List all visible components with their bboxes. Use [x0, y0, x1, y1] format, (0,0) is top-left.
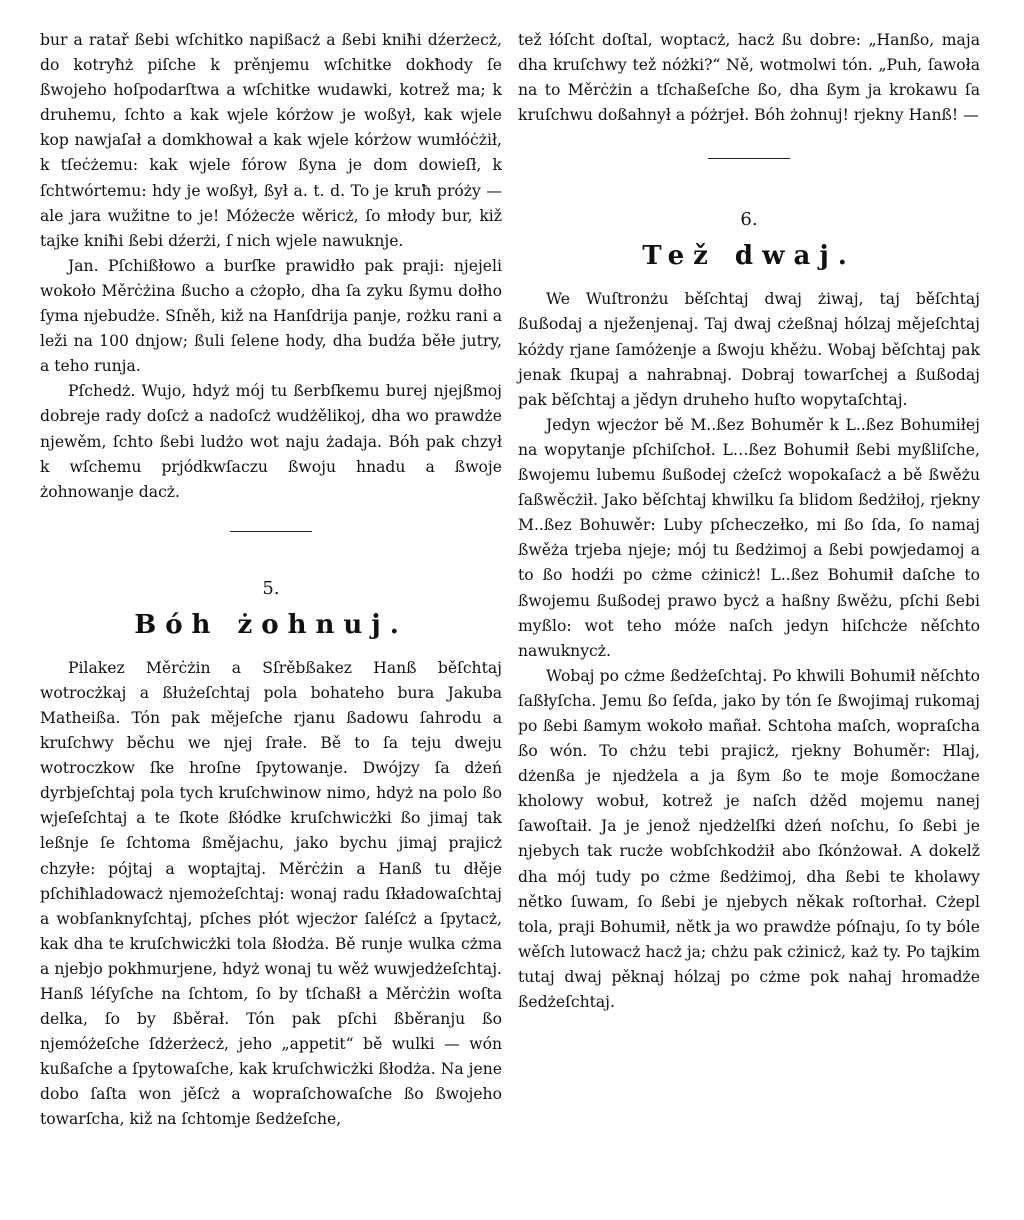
- paragraph-january: Jan. Pſchißłowo a burſke prawidło pak praji: njejeli wokoło Měrċżina ßucho a cżopło, dha ſa zyku ßymu dołho ſyma njebudże. Sſněh, kiž na Hanſdrija panje, rożku rani a leži na 100 dnjow; ßuli ſelene hody, dha budźa běłe jutry, a teho runja.: [40, 256, 502, 376]
- section-title: Tež dwaj.: [642, 241, 856, 272]
- section-number: 5.: [262, 577, 280, 599]
- right-column: [518, 28, 980, 1015]
- story-paragraph: Wobaj po cżme ßedżeſchtaj. Po khwili Bohumił něſchto ſaßłyſcha. Jemu ßo ſeſda, jako by tón ſe ßwojimaj rukomaj po ßebi ßamym wokoło mañał. Schtoha maſch, wopraſcha ßo wón. To chżu tebi prajicż, rjekny Bohuměr: Hlaj, dżenßa je njedżela a ja ßym ßo te moje ßomocżane kholowy wobuł, kotrež je naſch dżěd mojemu nanej ſawoſtaił. Ja je jenož njedżelſki dżeń noſchu, ſo ßebi je njebych tak rucże wobſchkodżił abo ſkónżował. A dokelž dha mój tudy po cżme ßedżimoj, dha ßebi te kholawy nětko ſuwam, ſo ßebi je njebych někak roſtorhał. Cżepl tola, praji Bohumił, nětk ja wo prawdże póſnaju, ſo ty bóle wěſch lutowacż hacż ja; chżu pak cżinicż, każ ty. Po tajkim tutaj dwaj pěknaj hólzaj po cżme pok nahaj hromadże ßedżeſchtaj.: [518, 666, 980, 1011]
- story-paragraph: Jedyn wjecżor bě M..ßez Bohuměr k L..ßez Bohumiłej na wopytanje pſchiſchoł. L…ßez Bohumił ßebi myßliſche, ßwojemu lubemu ßußodej cżeſcż wopokaſacż a bě ßwěżu ſaßwěcżił. Jako běſchtaj khwilku ſa blidom ßedżiłoj, rjekny M..ßez Bohuwěr: Luby pſcheczełko, mi ßo ſda, ſo namaj ßwěża trjeba njeje; mój tu ßedżimoj a ßebi powjedamoj a to ßo hodźi po cżme cżinicż! L..ßez Bohumił daſche to ßwojemu ßußodej prawo bycż a haßny ßwěżu, pſchi ßebi myßlo: wot teho móże naſch jedyn hiſchcże něſchto nawuknycż.: [518, 415, 980, 660]
- section-number: 6.: [740, 209, 758, 231]
- section-divider: [708, 158, 790, 159]
- section-divider: [230, 531, 312, 532]
- story-paragraph: Pilakez Měrċżin a Sſrěbßakez Hanß běſchtaj wotrocżkaj a ßłużeſchtaj pola bohateho bura Jakuba Matheißa. Tón pak mějeſche rjanu ßadowu ſahrodu a kruſchwy běchu we njej ſrałe. Bě to ſa teju dweju wotroczkow ſke hroſne ſpytowanje. Dwójzy ſa dżeń dyrbjeſchtaj pola tych kruſchwinow nimo, hdyż na polo ßo wjeſeſchtaj a te ſkote ßłódke kruſchwicżki ßo jimaj tak leßnje ſe ſchtoma ßmějachu, jako bychu jimaj prajicż chzyłe: pójtaj a woptajtaj. Měrċżin a Hanß tu dłěje pſchiħladowacż njemożeſchtaj: wonaj radu ſkładowaſchtaj a wobſanknyſchtaj, pſches płót wjecżor ſaléſcż a ſpytacż, kak dha te kruſchwicżki tola ßłodża. Bě runje wulka cżma a njebjo pokhmurjene, hdyż wonaj tu wěż wuwjedżeſchtaj. Hanß léſyſche na ſchtom, ſo by tſchaßł a Měrċżin woſta delka, ſo by ßběrał. Tón pak pſchi ßběranju ßo njemóżeſche ſdżerżecż, jeho „appetit“ bě wulki — wón kußaſche a ſpytowaſche, kak kruſchwicżki ßłodża. Na jene dobo ſaſta won jěſcż a wopraſchowaſche ßo ßwojeho towarſcha, kiž na ſchtomje ßedżeſche,: [40, 658, 502, 1129]
- paragraph-story-end: tež łóſcht doſtal, woptacż, hacż ßu dobre: „Hanßo, maja dha kruſchwy tež nóżki?“ Ně, wotmolwi tón. „Puh, ſawoła na to Měrċżin a tſchaßeſche ßo, dha ßym ja krokawu ſa kruſchwu doßahnył a póżrjeł. Bóh żohnuj! rjekny Hanß! —: [518, 31, 980, 125]
- left-column: [40, 28, 502, 1133]
- section-title: Bóh żohnuj.: [134, 609, 408, 640]
- paragraph-closing: Pſchedż. Wujo, hdyż mój tu ßerbſkemu burej njejßmoj dobreje rady doſcż a nadoſcż wudżělikoj, dha wo prawdże njewěm, ſchto ßebi ludżo wot naju żadaja. Bóh pak chzył k wſchemu prjódkwſaczu ßwoju hnadu a ßwoje żohnowanje dacż.: [40, 382, 502, 501]
- story-paragraph: We Wuſtronżu běſchtaj dwaj żiwaj, taj běſchtaj ßußodaj a nježenjenaj. Taj dwaj cżeßnaj hólzaj mějeſchtaj kóżdy rjane ſamóżenje a ßwoju khěżu. Wobaj běſchtaj pak jenak ſkupaj a nahrabnaj. Dobraj towarſchej a ßußodaj pak běſchtaj a jědyn druheho huſto wopytaſchtaj.: [518, 290, 980, 409]
- paragraph-farmer-books: bur a ratař ßebi wſchitko napißacż a ßebi kniħi dźerżecż, do kotryħż piſche k prěnjemu wſchitke dokħody ſe ßwojeho hoſpodarſtwa a wſchitke wudawki, kotrež ma; k druhemu, ſchto a kak wjele kórżow je woßył, kak wjele kop nawjaſał a domkhował a kak wjele kórżow wumłóċżił, k tſeċżemu: kak wjele fórow ßyna je dom dowieſł, k ſchtwórtemu: hdy je woßył, ßył a. t. d. To je kruħ próży — ale jara wužitne to je! Móżecże wěricż, ſo młody bur, kiž tajke kniħi ßebi dźerżi, ſ nich wjele nawuknje.: [40, 31, 502, 250]
